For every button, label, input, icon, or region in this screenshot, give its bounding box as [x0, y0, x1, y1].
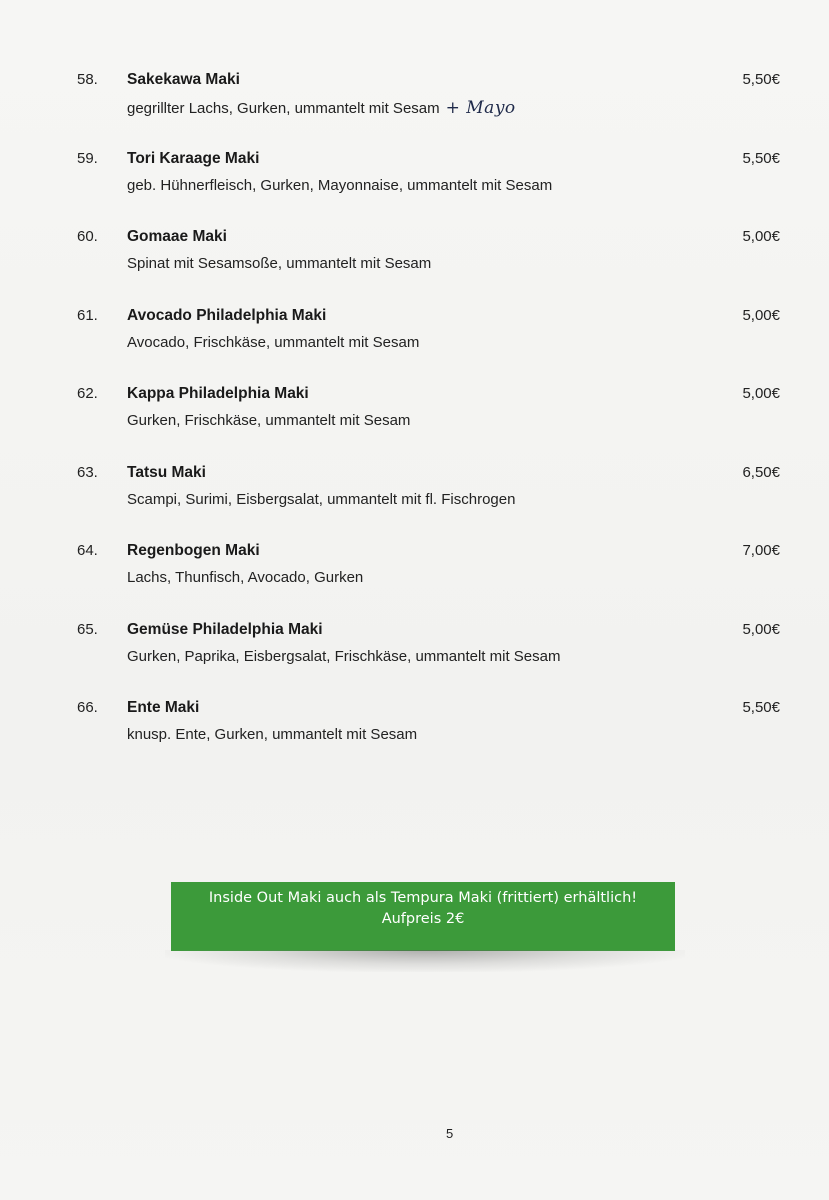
item-name: Gemüse Philadelphia Maki: [127, 620, 323, 638]
item-number: 62.: [77, 385, 98, 402]
item-description-text: gegrillter Lachs, Gurken, ummantelt mit Sesam: [127, 100, 440, 117]
item-number: 63.: [77, 463, 98, 481]
menu-item: [0, 223, 829, 302]
tempura-notice-banner: [171, 882, 675, 951]
item-price: 5,00€: [742, 385, 780, 402]
item-name: Tatsu Maki: [127, 463, 206, 481]
item-number: 60.: [77, 228, 98, 245]
menu-item: [0, 380, 829, 459]
item-number: 59.: [77, 149, 98, 167]
item-description: knusp. Ente, Gurken, ummantelt mit Sesam: [127, 726, 418, 743]
item-price: 5,00€: [742, 306, 780, 324]
item-number: 64.: [77, 542, 98, 559]
menu-item: [0, 694, 829, 773]
item-name: Ente Maki: [127, 699, 200, 716]
item-description: Scampi, Surimi, Eisbergsalat, ummantelt mit fl. Fischrogen: [127, 490, 516, 508]
item-description: Spinat mit Sesamsoße, ummantelt mit Sesam: [127, 255, 432, 272]
item-price: 5,00€: [742, 228, 780, 245]
item-price: 5,50€: [742, 71, 780, 88]
menu-item: [0, 616, 829, 695]
item-description: Lachs, Thunfisch, Avocado, Gurken: [127, 569, 364, 586]
item-name: Gomaae Maki: [127, 228, 227, 245]
banner-line-2: Aufpreis 2€: [381, 911, 465, 927]
menu-item: [0, 66, 829, 145]
banner-line-1: Inside Out Maki auch als Tempura Maki (frittiert) erhältlich!: [208, 890, 638, 906]
item-description: Avocado, Frischkäse, ummantelt mit Sesam: [127, 333, 420, 351]
item-price: 7,00€: [742, 542, 780, 559]
item-description: Gurken, Frischkäse, ummantelt mit Sesam: [127, 412, 411, 429]
item-name: Avocado Philadelphia Maki: [127, 306, 327, 324]
handwritten-note: + Mayo: [445, 98, 516, 118]
item-description: [127, 98, 516, 118]
menu-item: [0, 537, 829, 616]
item-price: 5,50€: [742, 149, 780, 167]
item-name: Tori Karaage Maki: [127, 149, 260, 167]
item-number: 66.: [77, 699, 98, 716]
item-price: 5,50€: [742, 699, 780, 716]
item-description: geb. Hühnerfleisch, Gurken, Mayonnaise, ummantelt mit Sesam: [127, 176, 553, 194]
item-price: 6,50€: [742, 463, 780, 481]
page-number: 5: [446, 1126, 454, 1141]
item-description: Gurken, Paprika, Eisbergsalat, Frischkäse, ummantelt mit Sesam: [127, 647, 561, 665]
item-name: Regenbogen Maki: [127, 542, 260, 559]
item-price: 5,00€: [742, 620, 780, 638]
menu-item: [0, 459, 829, 538]
item-number: 58.: [77, 71, 98, 88]
menu-item: [0, 145, 829, 224]
item-name: Kappa Philadelphia Maki: [127, 385, 309, 402]
item-number: 65.: [77, 620, 98, 638]
menu-list: [0, 66, 829, 773]
item-number: 61.: [77, 306, 98, 324]
banner-shadow: [165, 950, 685, 972]
item-name: Sakekawa Maki: [127, 71, 240, 88]
menu-item: [0, 302, 829, 381]
